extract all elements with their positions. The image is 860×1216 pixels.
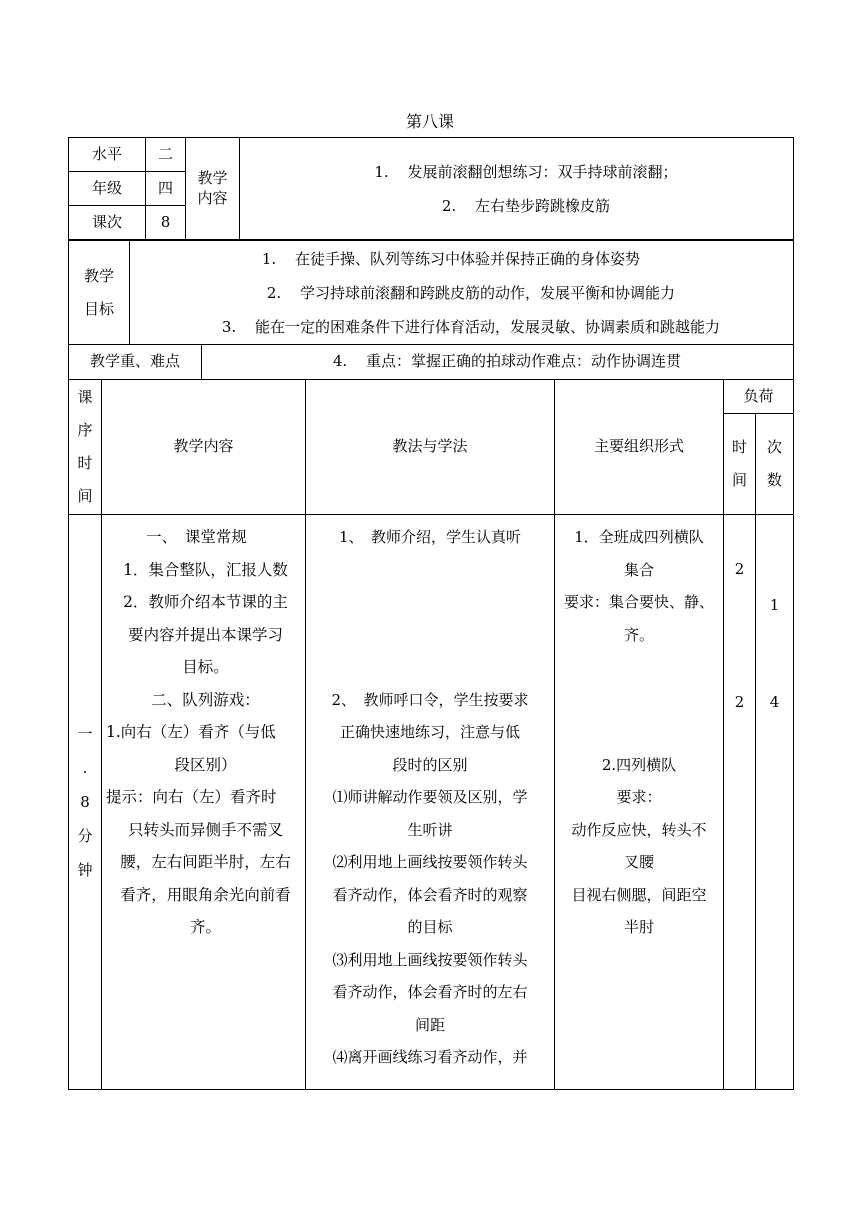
- organization-line: 半肘: [623, 918, 654, 936]
- row-order-time-char-3: 8: [80, 793, 90, 811]
- lesson-table: [68, 379, 794, 1090]
- lesson-label: 课次: [69, 206, 146, 240]
- col-load-header: 负荷: [724, 380, 794, 414]
- goal-item-2-text: 学习持球前滚翻和跨跳皮筋的动作，发展平衡和协调能力: [299, 283, 675, 302]
- organization-line: 目视右侧腮，间距空: [571, 885, 707, 904]
- row-order-time-char-4: 分: [77, 827, 93, 845]
- content-item-2: [240, 189, 793, 223]
- content-line: 要内容并提出本课学习: [127, 625, 283, 644]
- key-points-line: [314, 352, 681, 370]
- order-time-char-1: 课: [77, 388, 93, 406]
- content-line: 1.向右（左）看齐（与低: [106, 723, 276, 741]
- goal-item-1-num: 1.: [261, 249, 277, 268]
- organization-line: 要求：: [616, 788, 662, 806]
- grade-label: 年级: [69, 172, 146, 206]
- row-order-time-char-1: 一: [77, 725, 93, 743]
- col-load-count-header: [756, 414, 794, 515]
- goal-item-3-text: 能在一定的困难条件下进行体育活动，发展灵敏、协调素质和跳越能力: [254, 317, 720, 336]
- method-line: 1、 教师介绍，学生认真听: [338, 528, 522, 546]
- order-time-char-2: 序: [77, 421, 93, 439]
- method-line: 间距: [414, 1015, 445, 1034]
- load-time-char-2: 间: [731, 471, 747, 489]
- content-line: 看齐，用眼角余光向前看: [120, 885, 291, 904]
- header-table: [68, 137, 794, 240]
- row-load-time: [724, 515, 756, 1090]
- content-line: 目标。: [182, 658, 229, 676]
- lesson-value: 8: [146, 206, 186, 240]
- content-line: 腰，左右间距半肘，左右: [120, 853, 291, 871]
- method-line: 正确快速地练习，注意与低: [339, 723, 520, 741]
- content-label-line2: 内容: [197, 188, 228, 207]
- goal-item-3: [130, 310, 793, 344]
- col-order-time-header: [69, 380, 102, 515]
- content-line: 只转头而异侧手不需叉: [127, 820, 283, 839]
- content-line: 段区别）: [174, 755, 237, 774]
- method-line: ⑴师讲解动作要领及区别，学: [332, 788, 528, 806]
- load-count-char-1: 次: [767, 438, 783, 456]
- method-line: [306, 619, 554, 652]
- col-method-header: 教法与学法: [306, 380, 555, 515]
- method-line: 2、 教师呼口令，学生按要求: [331, 690, 529, 709]
- organization-line: 集合: [623, 560, 654, 579]
- method-line: ⑵利用地上画线按要领作转头: [332, 853, 528, 871]
- key-points-cell: [202, 345, 794, 380]
- content-line: 2．教师介绍本节课的主: [123, 593, 288, 611]
- row-order-time-char-5: 钟: [77, 861, 93, 879]
- content-item-1-text: 发展前滚翻创想练习：双手持球前滚翻；: [407, 162, 678, 181]
- load-time-value-1: 2: [734, 560, 745, 578]
- row-load-count: [756, 515, 794, 1090]
- goals-cell: [130, 241, 794, 345]
- row-method: [306, 515, 555, 1090]
- method-line: 生听讲: [407, 820, 453, 839]
- goals-table: [68, 240, 794, 345]
- level-label: 水平: [69, 138, 146, 172]
- load-time-char-1: 时: [731, 438, 747, 456]
- content-cell: [240, 138, 794, 240]
- goal-item-1: [130, 242, 793, 276]
- organization-line: 2.四列横队: [601, 755, 677, 774]
- goals-label-line2: 目标: [83, 299, 114, 318]
- content-item-2-num: 2.: [441, 196, 457, 215]
- goal-item-3-num: 3.: [221, 317, 237, 336]
- content-line: 齐。: [189, 918, 221, 936]
- method-line: ⑷离开画线练习看齐动作，并: [332, 1048, 528, 1066]
- method-line: ⑶利用地上画线按要领作转头: [332, 950, 528, 969]
- row-organization: [555, 515, 724, 1090]
- content-item-2-text: 左右垫步跨跳橡皮筋: [474, 196, 610, 215]
- key-points-label: 教学重、难点: [69, 345, 202, 380]
- method-line: [306, 554, 554, 587]
- content-item-1-num: 1.: [374, 162, 389, 181]
- goal-item-2-num: 2.: [266, 283, 282, 302]
- load-count-value-2: 4: [769, 693, 780, 711]
- organization-line: [555, 684, 723, 717]
- key-points-num: 4.: [332, 352, 348, 371]
- method-line: 的目标: [407, 918, 453, 936]
- content-line: 提示：向右（左）看齐时: [106, 788, 277, 806]
- goals-label-line1: 教学: [83, 266, 114, 285]
- method-line: [306, 586, 554, 619]
- method-line: 看齐动作，体会看齐时的观察: [332, 885, 528, 904]
- order-time-char-4: 间: [77, 487, 93, 505]
- method-line: [306, 651, 554, 684]
- col-content-header: 教学内容: [102, 380, 306, 515]
- col-load-time-header: [724, 414, 756, 515]
- goal-item-1-text: 在徒手操、队列等练习中体验并保持正确的身体姿势: [294, 249, 640, 268]
- content-label: [186, 138, 240, 240]
- content-line: 一、 课堂常规: [146, 528, 247, 546]
- row-content: [102, 515, 306, 1090]
- organization-line: [555, 716, 723, 749]
- goals-label: [69, 241, 130, 345]
- method-line: 看齐动作，体会看齐时的左右: [332, 983, 528, 1001]
- content-line: 1．集合整队，汇报人数: [123, 560, 288, 579]
- grade-value: 四: [146, 172, 186, 206]
- content-line: 二、队列游戏：: [151, 690, 260, 709]
- row-order-time: [69, 515, 102, 1090]
- order-time-char-3: 时: [77, 454, 93, 472]
- organization-line: [555, 651, 723, 684]
- organization-line: 1．全班成四列横队: [574, 528, 704, 546]
- col-organization-header: 主要组织形式: [555, 380, 724, 515]
- content-item-1: [240, 155, 793, 189]
- organization-line: 齐。: [623, 625, 654, 644]
- load-count-char-2: 数: [767, 471, 783, 489]
- method-line: 段时的区别: [392, 755, 468, 774]
- organization-line: 要求：集合要快、静、: [563, 593, 714, 611]
- goal-item-2: [130, 276, 793, 310]
- page-title: 第八课: [405, 112, 454, 131]
- key-points-table: [68, 344, 794, 380]
- key-points-text: 重点：掌握正确的拍球动作难点：动作协调连贯: [365, 352, 681, 371]
- content-label-line1: 教学: [197, 169, 228, 187]
- level-value: 二: [146, 138, 186, 172]
- load-time-value-2: 2: [734, 693, 745, 711]
- row-order-time-char-2: .: [82, 759, 88, 777]
- organization-line: 动作反应快，转头不: [571, 820, 707, 839]
- organization-line: 叉腰: [623, 853, 654, 871]
- load-count-value-1: 1: [769, 596, 780, 614]
